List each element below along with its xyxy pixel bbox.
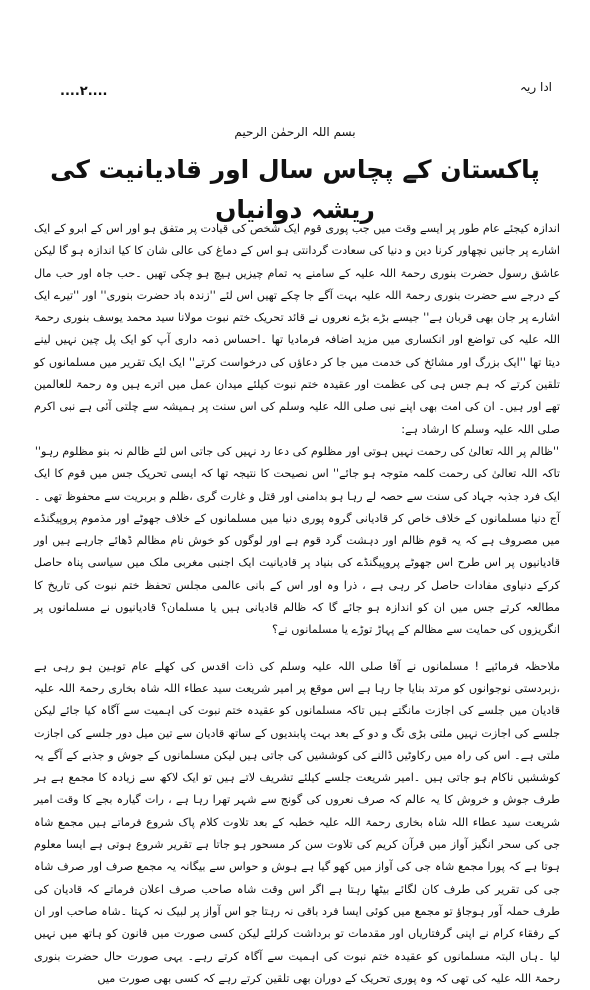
page-number: ....٢.... <box>60 84 108 99</box>
paragraph-1: اندازہ کیجئے عام طور پر ایسے وقت میں جب پوری قوم ایک شخص کی قیادت پر متفق ہو اور اس کے ابرو کے ایک اشارے پر جانیں نچھاور کرنا دین و دنیا کی سعادت گردانتی ہو اس کے دماغ کی عالی شان کا کیا اندازہ ہو گا لیکن عاشق رسول حضرت بنوری رحمۃ اللہ علیہ کے سامنے یہ تمام چیزیں ہیچ ہو چکی تھیں ۔حب جاہ اور حب مال کے درجے سے حضرت بنوری رحمۃ اللہ علیہ بہت آگے جا چکے تھیں اس لئے ''زندہ باد حضرت بنوری'' اور ''تیرے ایک اشارے پر جان بھی قربان ہے'' جیسے بڑے بڑے نعروں نے قائد تحریک ختم نبوت مولانا سید محمد یوسف بنوری رحمۃ اللہ علیہ کی تواضع اور انکساری میں مزید اضافہ فرمادیا تھا ۔احساس ذمہ داری آپ کو ایک پل چین نہیں لینے دیتا تھا ''ایک بزرگ اور مشائخ کی خدمت میں جا کر دعاؤں کی درخواست کرتے'' ایک ایک تقریر میں مسلمانوں کو تلقین کرتے کہ ہم جس ہی کی عظمت اور عقیدہ ختم نبوت کیلئے میدان عمل میں اترے ہیں وہ رحمۃ للعالمین تھے اور ہیں۔ ان کی امت بھی اپنے نبی صلی اللہ علیہ وسلم کی اس سنت پر ہمیشہ سے چلتی آئی ہے نبی اکرم صلی اللہ علیہ وسلم کا ارشاد ہے: <box>34 222 560 436</box>
paragraph-2: تاکہ اللہ تعالیٰ کی رحمت کلمہ متوجہ ہو جائے'' اس نصیحت کا نتیجہ تھا کہ ایسی تحریک جس میں قوم کا ایک ایک فرد جذبہ جہاد کی سنت سے حصہ لے رہا ہو بدامنی اور قتل و غارت گری ،ظلم و بربریت سے محفوظ تھی ۔ آج دنیا مسلمانوں کے خلاف خاص کر قادیانی گروہ پوری دنیا میں مسلمانوں کے خلاف جھوٹے اور مذموم پروپیگنڈے میں مصروف ہے کہ یہ قوم ظالم اور دہشت گرد قوم ہے اور لوگوں کو خوش نام مظالم ڈھائے جارہے ہیں اور قادیانیوں پر اس طرح اس جھوٹے پروپیگنڈے کی بنیاد پر قادیانیت ایک اجنبی مغربی ملک میں سیاسی پناہ حاصل کرکے دنیاوی مفادات حاصل کر رہی ہے ، ذرا وہ اور اس کے بانی عالمی مجلس تحفظ ختم نبوت کی تاریخ کا مطالعہ کرتے جس میں ان کو اندازہ ہو جائے گا کہ ظالم قادیانی ہیں یا مسلمان؟ قادیانیوں نے مسلمانوں پر انگریزوں کی حمایت سے مظالم کے پہاڑ توڑے یا مسلمانوں نے؟ <box>34 467 560 637</box>
paragraph-3: ملاحظہ فرمائیے ! مسلمانوں نے آقا صلی اللہ علیہ وسلم کی ذات اقدس کی کھلے عام توہین ہو رہی ہے ،زبردستی نوجوانوں کو مرتد بنایا جا رہا ہے اس موقع پر امیر شریعت سید عطاء اللہ شاہ بخاری رحمۃ اللہ علیہ قادیان میں جلسے کی اجازت مانگتے ہیں تاکہ مسلمانوں کو عقیدہ ختم نبوت کی اہمیت سے آگاہ کیا جائے لیکن جلسے کی اجازت نہیں ملتی بڑی تگ و دو کے بعد بہت پابندیوں کے ساتھ قادیان سے تین میل دور جلسے کی اجازت ملتی ہے۔ اس کی راہ میں رکاوٹیں ڈالنے کی کوششیں کی جاتی ہیں لیکن مسلمانوں کے جوش و جذبے کے آگے یہ کوششیں ناکام ہو جاتی ہیں ۔امیر شریعت جلسے کیلئے تشریف لاتے ہیں تو ایک لاکھ سے زیادہ کا مجمع ہے ہر طرف جوش و خروش کا یہ عالم کہ صرف نعروں کی گونج سے شہر تھرا رہا ہے ، رات گیارہ بجے کا وقت امیر شریعت سید عطاء اللہ شاہ بخاری رحمۃ اللہ علیہ خطبہ کے بعد تلاوت کلام پاک شروع فرماتے ہیں مجمع شاہ جی کی سحر انگیز آواز میں قرآن کریم کی تلاوت سن کر مسحور ہو جاتا ہے تقریر شروع ہوتی ہے ایسا معلوم ہوتا ہے کہ پورا مجمع شاہ جی کی آواز میں کھو گیا ہے ہوش و حواس سے بیگانہ یہ مجمع صرف اور صرف شاہ جی کی تقریر کی طرف کان لگائے بیٹھا رہتا ہے اگر اس وقت شاہ صاحب صرف اعلان فرماتے کہ قادیان کی طرف حملہ آور ہوجاؤ تو مجمع میں کوئی ایسا فرد باقی نہ رہتا جو اس آواز پر لبیک نہ کہتا ۔شاہ صاحب اور ان کے رفقاء کرام نے اپنی گرفتاریاں اور مقدمات تو برداشت کرلئے لیکن کسی صورت میں قانون کو ہاتھ میں نہیں لیا ۔ہاں البتہ مسلمانوں کو عقیدہ ختم نبوت کی اہمیت سے آگاہ کرتے رہے۔ یہی صورت حال حضرت بنوری رحمۃ اللہ علیہ کی تھی کہ وہ پوری تحریک کے دوران بھی تلقین کرتے رہے کہ کسی بھی صورت میں <box>34 659 560 985</box>
article-body <box>34 218 560 990</box>
article-title: پاکستان کے پچاس سال اور قادیانیت کی ریشہ دوانیاں <box>50 155 540 224</box>
hadith-quote: ''ظالم پر اللہ تعالیٰ کی رحمت نہیں ہوتی اور مظلوم کی دعا رد نہیں کی جاتی اس لئے ظالم نہ بنو مظلوم رہو'' <box>34 444 560 458</box>
section-label: ادا ریہ <box>520 80 552 94</box>
bismillah: بسم اللہ الرحمٰن الرحیم <box>234 125 356 139</box>
